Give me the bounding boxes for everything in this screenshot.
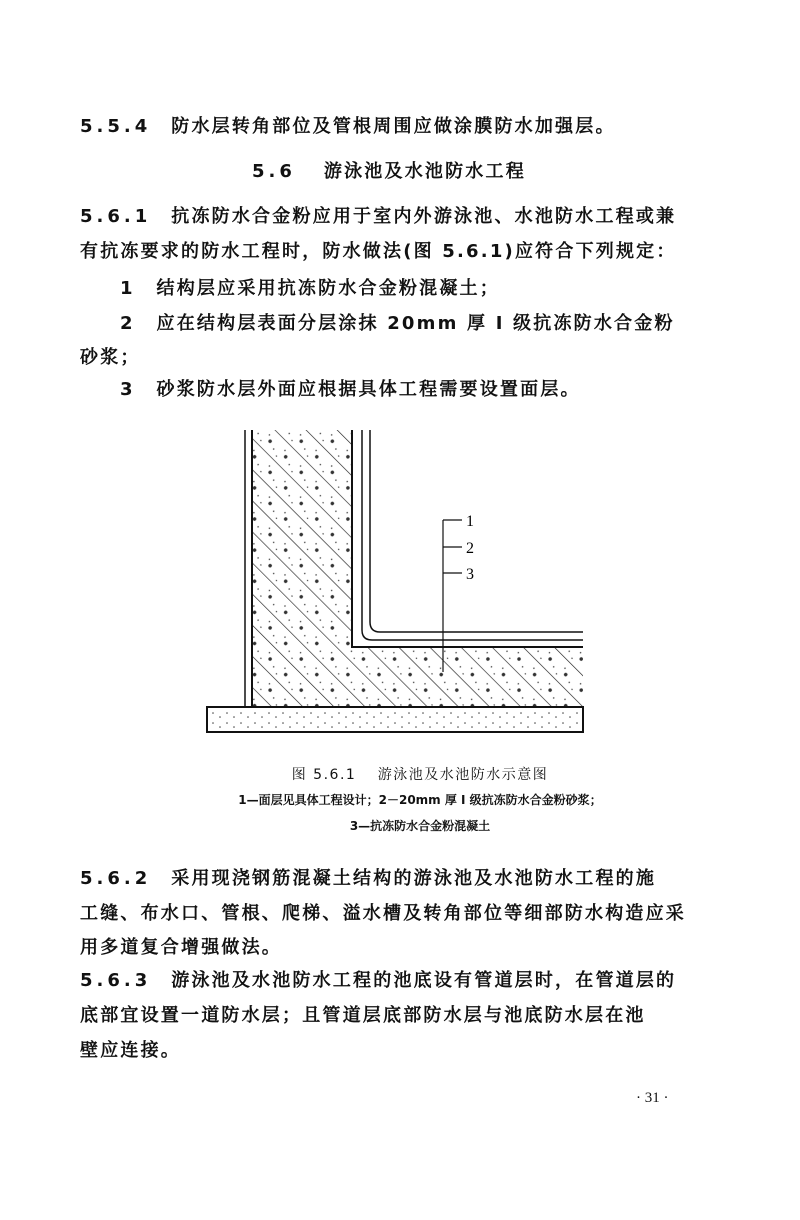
- clause-number: 5.6.1: [80, 206, 152, 227]
- clause-5-6-2: [80, 868, 656, 890]
- item-text: 应在结构层表面分层涂抹 20mm 厚 Ⅰ 级抗冻防水合金粉: [156, 313, 675, 334]
- item-number: 2: [120, 313, 137, 334]
- clause-number: 5.6.2: [80, 868, 152, 889]
- item-text: 结构层应采用抗冻防水合金粉混凝土；: [156, 278, 500, 299]
- clause-text: 防水层转角部位及管根周围应做涂膜防水加强层。: [171, 116, 616, 137]
- label-1: 1: [466, 513, 474, 530]
- item-text: 砂浆；: [80, 347, 141, 368]
- figure-caption: 图 5.6.1 游泳池及水池防水示意图: [291, 767, 549, 783]
- clause-number: 5.6.3: [80, 970, 152, 991]
- base-slab: [207, 707, 583, 732]
- concrete-structure: [245, 430, 583, 707]
- section-title: 游泳池及水池防水工程: [323, 161, 526, 182]
- section-number: 5.6: [252, 161, 296, 182]
- figure-legend: 3—抗冻防水合金粉混凝土: [349, 819, 491, 833]
- clause-number: 5.5.4: [80, 116, 152, 137]
- clause-text: 游泳池及水池防水工程的池底设有管道层时，在管道层的: [171, 970, 677, 991]
- clause-5-6-3: [80, 970, 676, 992]
- figure-legend: 1—面层见具体工程设计；2－20mm 厚 Ⅰ 级抗冻防水合金粉砂浆；: [238, 793, 602, 807]
- item-text: 砂浆防水层外面应根据具体工程需要设置面层。: [156, 379, 581, 400]
- clause-text: 底部宜设置一道防水层；且管道层底部防水层与池底防水层在池: [80, 1005, 646, 1026]
- page-number: · 31 ·: [636, 1090, 669, 1106]
- clause-text: 壁应连接。: [80, 1040, 181, 1061]
- clause-text: 抗冻防水合金粉应用于室内外游泳池、水池防水工程或兼: [171, 206, 677, 227]
- mortar-layers: [362, 430, 583, 640]
- item-number: 1: [120, 278, 137, 299]
- label-3: 3: [466, 566, 474, 583]
- label-2: 2: [466, 540, 474, 557]
- clause-text: 有抗冻要求的防水工程时，防水做法(图 5.6.1)应符合下列规定：: [80, 241, 677, 262]
- clause-text: 用多道复合增强做法。: [80, 937, 282, 958]
- item-number: 3: [120, 379, 137, 400]
- clause-text: 工缝、布水口、管根、爬梯、溢水槽及转角部位等细部防水构造应采: [80, 903, 686, 924]
- clause-text: 采用现浇钢筋混凝土结构的游泳池及水池防水工程的施: [171, 868, 657, 889]
